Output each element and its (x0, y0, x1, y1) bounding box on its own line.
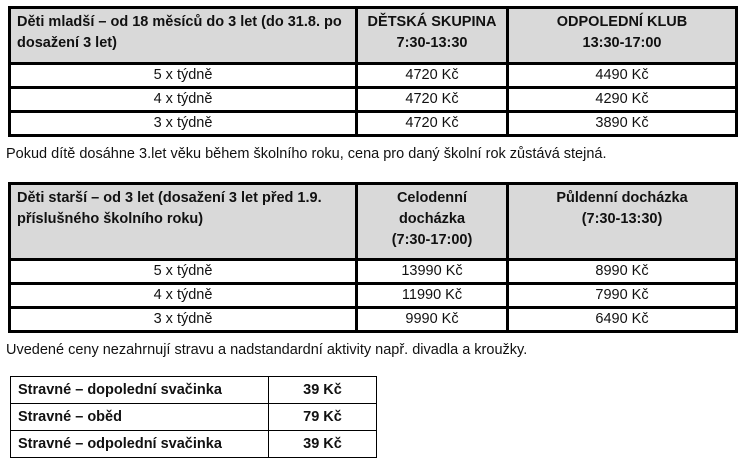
header-description: Děti mladší – od 18 měsíců do 3 let (do 31.8. po dosažení 3 let) (10, 8, 357, 64)
table-row (11, 404, 377, 431)
header-col1-line1: Celodenní (396, 190, 468, 206)
row-price-col2: 3890 Kč (508, 112, 737, 136)
row-price-col2: 4490 Kč (508, 64, 737, 88)
table-row (10, 284, 737, 308)
row-label: 4 x týdně (10, 88, 357, 112)
header-col-halfday (508, 184, 737, 260)
header-col2-title: ODPOLEDNÍ KLUB (556, 14, 688, 30)
row-price-col1: 4720 Kč (357, 88, 508, 112)
table-header-row (10, 8, 737, 64)
header-col1-line2: docházka (398, 211, 466, 227)
price-table-older (8, 182, 738, 333)
row-label: 5 x týdně (10, 260, 357, 284)
header-col-group (357, 8, 508, 64)
header-col2-time: 13:30-17:00 (582, 35, 662, 51)
header-col1-title: DĚTSKÁ SKUPINA (367, 14, 497, 30)
header-col2-title: Půldenní docházka (556, 190, 688, 206)
price-table-younger (8, 6, 738, 137)
row-price-col2: 8990 Kč (508, 260, 737, 284)
meal-price: 39 Kč (269, 431, 377, 458)
row-label: 3 x týdně (10, 308, 357, 332)
table-row (10, 260, 737, 284)
table-row (10, 308, 737, 332)
row-price-col1: 11990 Kč (357, 284, 508, 308)
row-label: 5 x týdně (10, 64, 357, 88)
table-row (10, 88, 737, 112)
header-col1-time: 7:30-13:30 (396, 35, 468, 51)
table-header-row (10, 184, 737, 260)
table-row (11, 431, 377, 458)
header-col2-time: (7:30-13:30) (581, 211, 663, 227)
table-row (10, 64, 737, 88)
row-price-col2: 7990 Kč (508, 284, 737, 308)
note-older: Uvedené ceny nezahrnují stravu a nadstandardní aktivity např. divadla a kroužky. (6, 342, 528, 358)
meals-price-table (10, 376, 377, 458)
header-description: Děti starší – od 3 let (dosažení 3 let před 1.9. příslušného školního roku) (10, 184, 357, 260)
row-price-col2: 4290 Kč (508, 88, 737, 112)
header-col-club (508, 8, 737, 64)
row-label: 3 x týdně (10, 112, 357, 136)
table-row (10, 112, 737, 136)
table-row (11, 377, 377, 404)
meal-label: Stravné – odpolední svačinka (11, 431, 269, 458)
row-price-col1: 4720 Kč (357, 64, 508, 88)
meal-price: 79 Kč (269, 404, 377, 431)
meal-label: Stravné – dopolední svačinka (11, 377, 269, 404)
row-price-col1: 9990 Kč (357, 308, 508, 332)
meal-price: 39 Kč (269, 377, 377, 404)
row-price-col1: 4720 Kč (357, 112, 508, 136)
row-price-col2: 6490 Kč (508, 308, 737, 332)
meal-label: Stravné – oběd (11, 404, 269, 431)
header-col1-time: (7:30-17:00) (391, 232, 473, 248)
row-price-col1: 13990 Kč (357, 260, 508, 284)
note-younger: Pokud dítě dosáhne 3.let věku během školního roku, cena pro daný školní rok zůstává stejná. (6, 146, 607, 162)
header-col-fullday (357, 184, 508, 260)
row-label: 4 x týdně (10, 284, 357, 308)
